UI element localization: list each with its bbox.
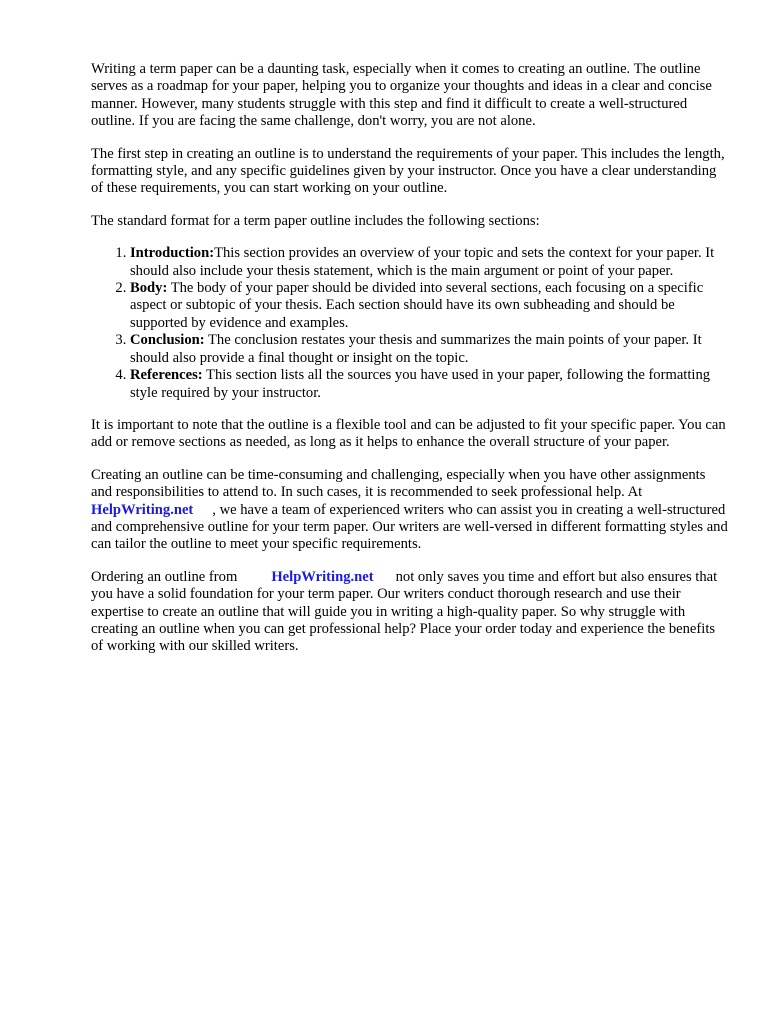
paragraph-intro: Writing a term paper can be a daunting task, especially when it comes to creating an outline. The outline serves as a roadmap for your paper, helping you to organize your thoughts and ideas in a clear and concise manner. However, many students struggle with this step and find it difficult to create a well-structured outline. If you are facing the same challenge, don't worry, you are not alone. bbox=[91, 61, 712, 130]
helpwriting-link[interactable]: HelpWriting.net bbox=[91, 501, 194, 518]
section-text: The body of your paper should be divided into several sections, each focusing on a specific aspect or subtopic of your thesis. Each section should have its own subheading and should be supported by evidence and examples. bbox=[130, 280, 704, 331]
list-item-references bbox=[130, 367, 728, 402]
paragraph-ordering bbox=[91, 569, 728, 656]
section-term: Introduction: bbox=[130, 245, 215, 262]
section-term: Body: bbox=[130, 280, 168, 297]
paragraph-text: Ordering an outline from bbox=[91, 568, 238, 585]
paragraph-text: not only saves you time and effort but also ensures that you have a solid foundation for your term paper. Our writers conduct thorough research and use their expertise to create an outline that will guide you in writing a high-quality paper. So why struggle with creating an outline when you can get professional help? Place your order today and experience the benefits of working with our skilled writers. bbox=[91, 568, 718, 655]
helpwriting-link[interactable]: HelpWriting.net bbox=[271, 568, 374, 585]
list-item-introduction bbox=[130, 245, 728, 280]
document-page bbox=[91, 61, 728, 671]
paragraph-requirements: The first step in creating an outline is to understand the requirements of your paper. This includes the length, formatting style, and any specific guidelines given by your instructor. Once you have a clear understanding of these requirements, you can start working on your outline. bbox=[91, 145, 725, 197]
paragraph-format-lead: The standard format for a term paper outline includes the following sections: bbox=[91, 212, 540, 229]
list-item-body bbox=[130, 280, 728, 332]
paragraph-text: Creating an outline can be time-consuming and challenging, especially when you have other assignments and responsibilities to attend to. In such cases, it is recommended to seek professional help. At bbox=[91, 466, 706, 501]
paragraph-text: , we have a team of experienced writers who can assist you in creating a well-structured and comprehensive outline for your term paper. Our writers are well-versed in different formatting styles and can tailor the outline to meet your specific requirements. bbox=[91, 501, 728, 553]
paragraph-professional-help bbox=[91, 467, 728, 554]
section-term: Conclusion: bbox=[130, 332, 205, 349]
section-text: This section lists all the sources you have used in your paper, following the formatting style required by your instructor. bbox=[130, 367, 711, 401]
section-term: References: bbox=[130, 367, 203, 384]
paragraph-flexibility: It is important to note that the outline is a flexible tool and can be adjusted to fit your specific paper. You can add or remove sections as needed, as long as it helps to enhance the overall structure of your paper. bbox=[91, 416, 726, 451]
section-text: This section provides an overview of your topic and sets the context for your paper. It should also include your thesis statement, which is the main argument or point of your paper. bbox=[130, 245, 715, 279]
outline-sections-list bbox=[91, 245, 728, 402]
list-item-conclusion bbox=[130, 332, 728, 367]
section-text: The conclusion restates your thesis and summarizes the main points of your paper. It should also provide a final thought or insight on the topic. bbox=[130, 332, 702, 366]
